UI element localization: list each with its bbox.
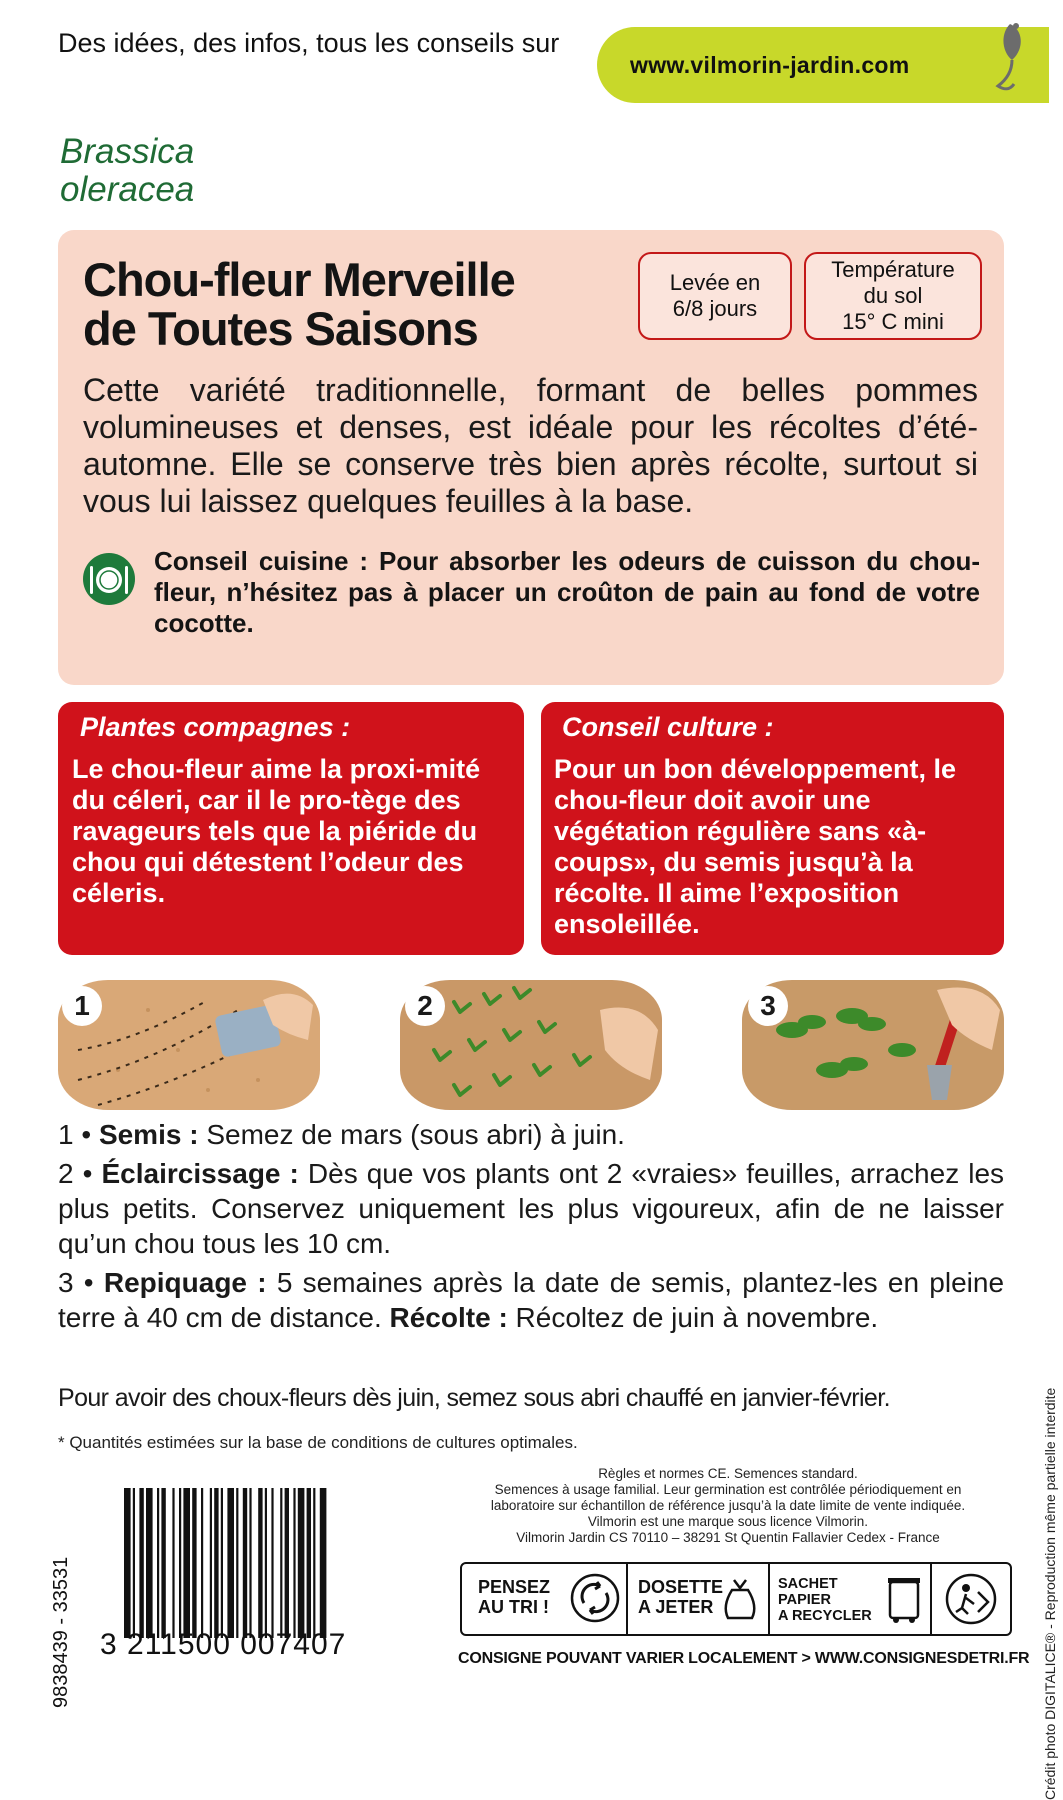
step-number-2: 2 xyxy=(405,986,445,1026)
germination-badge xyxy=(638,252,792,340)
growing-steps xyxy=(58,1117,1004,1339)
product-title xyxy=(83,255,515,353)
recycling-info xyxy=(460,1562,1012,1636)
legal-line2: Semences à usage familial. Leur germination est contrôlée périodiquement en xyxy=(494,1482,962,1497)
step-number-1: 1 xyxy=(62,986,102,1026)
step-sowing-text: Semez de mars (sous abri) à juin. xyxy=(198,1119,625,1150)
step-transplanting-text: 5 semaines après la date de semis, plantez-les en pleine terre à 40 cm de distance. xyxy=(58,1267,1005,1333)
legal-line1: Règles et normes CE. Semences standard. xyxy=(598,1466,858,1481)
legal-line4: Vilmorin est une marque sous licence Vilmorin. xyxy=(587,1514,869,1529)
temperature-line2: du sol xyxy=(863,283,923,308)
vilmorin-logo-icon xyxy=(990,16,1030,96)
sort-reminder xyxy=(478,1577,550,1617)
legal-text xyxy=(448,1466,1008,1546)
triman-logo-icon xyxy=(944,1572,998,1626)
step-sowing-label: Semis : xyxy=(98,1119,199,1150)
latin-name-species: oleracea xyxy=(60,170,195,209)
latin-name xyxy=(60,133,194,209)
temperature-line1: Température xyxy=(831,257,955,282)
sort-reminder-line2: AU TRI ! xyxy=(478,1597,549,1617)
companion-plants-text: Le chou-fleur aime la proxi-mité du céleri, car il le pro-tège des ravageurs tels que la piéride du chou qui détestent l’odeur des céleris. xyxy=(72,754,481,908)
variety-description: Cette variété traditionnelle, formant de belles pommes volumineuses et denses, est idéale pour les récoltes d’été-automne. Elle se conserve très bien après récolte, surtout si vous lui laissez quelques feuilles à la base. xyxy=(83,372,978,519)
product-title-line2: de Toutes Saisons xyxy=(83,302,478,355)
recycling-bin-icon xyxy=(884,1574,924,1624)
step-thinning-number: 2 • xyxy=(58,1158,93,1189)
packet-recycling-line2: PAPIER xyxy=(778,1592,831,1608)
header-tagline: Des idées, des infos, tous les conseils sur xyxy=(58,28,560,58)
cooking-tip: Conseil cuisine : Pour absorber les odeurs de cuisson du chou-fleur, n’hésitez pas à placer un croûton de pain au fond de votre cocotte. xyxy=(154,546,980,638)
companion-plants-title: Plantes compagnes : xyxy=(80,712,351,742)
pod-disposal-line1: DOSETTE xyxy=(638,1577,724,1597)
temperature-line3: 15° C mini xyxy=(842,309,944,334)
latin-name-genus: Brassica xyxy=(60,132,195,171)
packet-recycling-line1: SACHET xyxy=(778,1576,838,1592)
step-transplanting-number: 3 • xyxy=(58,1267,94,1298)
cutlery-plate-icon xyxy=(82,552,136,606)
pod-disposal-line2: A JETER xyxy=(638,1597,714,1617)
recycle-divider-1 xyxy=(626,1564,628,1634)
product-code xyxy=(14,1468,72,1708)
packet-recycling-line3: A RECYCLER xyxy=(778,1608,872,1624)
step-thinning-text: Dès que vos plants ont 2 «vraies» feuilles, arrachez les plus petits. Conservez uniquement les plus vigoureux, afin de ne laisser qu’un chou tous les 10 cm. xyxy=(58,1158,1005,1259)
barcode xyxy=(124,1488,396,1648)
growing-tip-title: Conseil culture : xyxy=(562,712,774,742)
step-harvest-text: Récoltez de juin à novembre. xyxy=(507,1302,879,1333)
quantity-disclaimer: * Quantités estimées sur la base de conditions de cultures optimales. xyxy=(58,1433,578,1452)
triman-recycle-icon xyxy=(570,1573,620,1623)
barcode-number: 3 211500 007407 xyxy=(100,1628,347,1661)
sorting-instructions: CONSIGNE POUVANT VARIER LOCALEMENT > WWW.CONSIGNESDETRI.FR xyxy=(458,1650,1030,1667)
sort-reminder-line1: PENSEZ xyxy=(478,1577,551,1597)
step-number-3: 3 xyxy=(748,986,788,1026)
early-harvest-note: Pour avoir des choux-fleurs dès juin, semez sous abri chauffé en janvier-février. xyxy=(58,1384,890,1412)
pod-disposal xyxy=(638,1577,723,1617)
step-harvest-label: Récolte : xyxy=(389,1302,508,1333)
step-transplanting xyxy=(58,1265,1004,1335)
recycle-divider-3 xyxy=(930,1564,932,1634)
step-thinning xyxy=(58,1156,1004,1261)
step-transplanting-label: Repiquage : xyxy=(103,1267,267,1298)
soil-temperature-badge xyxy=(804,252,982,340)
growing-tip-text: Pour un bon développement, le chou-fleur doit avoir une végétation régulière sans «à-coups», du semis jusqu’à la récolte. Il aime l’exposition ensoleillée. xyxy=(554,754,957,939)
legal-line5: Vilmorin Jardin CS 70110 – 38291 St Quentin Fallavier Cedex - France xyxy=(516,1530,940,1545)
product-title-line1: Chou-fleur Merveille xyxy=(83,253,515,306)
step-sowing-number: 1 • xyxy=(58,1119,92,1150)
trash-bag-icon xyxy=(720,1576,760,1622)
photo-credit xyxy=(1020,1270,1058,1800)
step-thinning-label: Éclaircissage : xyxy=(101,1158,299,1189)
product-code-text: 9838439 - 33531 xyxy=(50,1556,72,1708)
recycle-divider-2 xyxy=(768,1564,770,1634)
packet-recycling xyxy=(778,1576,872,1624)
website-link[interactable]: www.vilmorin-jardin.com xyxy=(630,52,910,78)
photo-credit-text: Crédit photo DIGITALICE® - Reproduction même partielle interdite xyxy=(1042,1387,1058,1800)
step-sowing xyxy=(58,1117,1004,1152)
germination-line1: Levée en xyxy=(669,270,761,295)
legal-line3: laboratoire sur échantillon de référence jusqu’à la date limite de vente indiquée. xyxy=(490,1498,966,1513)
germination-line2: 6/8 jours xyxy=(672,296,758,321)
